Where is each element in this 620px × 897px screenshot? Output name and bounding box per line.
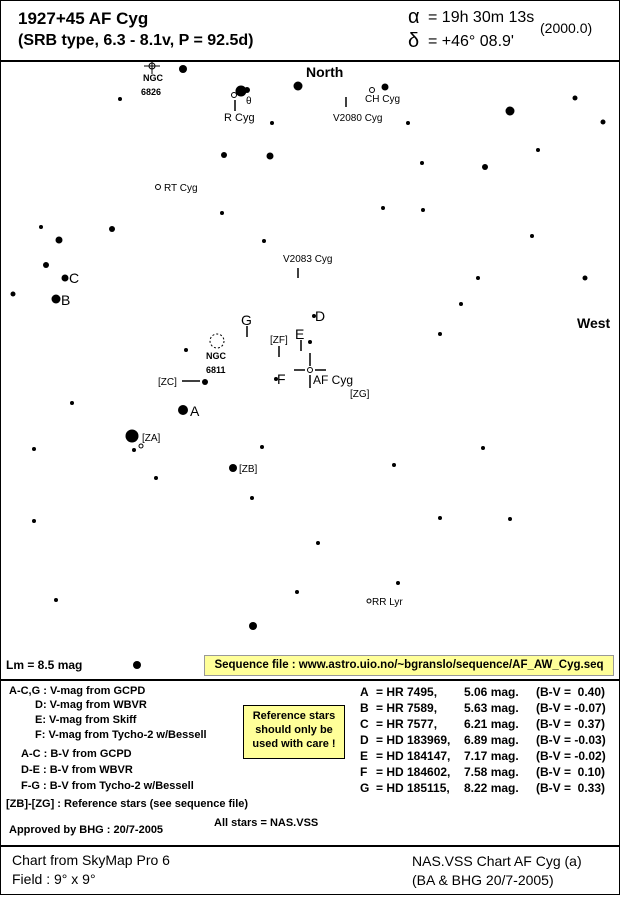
label-ch-cyg: CH Cyg xyxy=(365,94,401,105)
star xyxy=(109,226,115,232)
variable-star-r-cyg xyxy=(232,93,237,98)
star xyxy=(39,225,43,229)
star xyxy=(126,430,139,443)
star xyxy=(536,148,540,152)
ra-symbol: α xyxy=(408,6,420,28)
label-c: C xyxy=(69,270,80,286)
ref-line-5: A-C : B-V from GCPD xyxy=(21,748,132,760)
label-za: [ZA] xyxy=(142,433,161,444)
north-label: North xyxy=(306,64,344,80)
star xyxy=(308,340,312,344)
ra-value: = 19h 30m 13s xyxy=(428,9,535,26)
star xyxy=(476,276,480,280)
star xyxy=(601,120,606,125)
star xyxy=(54,598,58,602)
label-e: E xyxy=(295,326,305,342)
star xyxy=(32,447,36,451)
label-zf: [ZF] xyxy=(270,335,288,346)
chart-credit: (BA & BHG 20/7-2005) xyxy=(412,872,554,888)
star xyxy=(260,445,264,449)
star xyxy=(396,581,400,585)
star xyxy=(154,476,158,480)
dec-symbol: δ xyxy=(408,30,420,52)
star xyxy=(506,107,515,116)
star xyxy=(52,295,61,304)
star xyxy=(262,239,266,243)
star xyxy=(481,446,485,450)
star xyxy=(530,234,534,238)
label-rr-lyr: RR Lyr xyxy=(372,597,403,608)
star xyxy=(382,84,389,91)
star xyxy=(32,519,36,523)
star xyxy=(118,97,122,101)
star xyxy=(267,153,274,160)
label-v2083: V2083 Cyg xyxy=(283,254,333,265)
star xyxy=(178,405,188,415)
software-credit: Chart from SkyMap Pro 6 xyxy=(12,852,170,868)
label-af-cyg: AF Cyg xyxy=(313,373,354,387)
ref-line-2: D: V-mag from WBVR xyxy=(35,699,147,711)
star xyxy=(244,87,250,93)
variable-star-za-near xyxy=(139,444,143,448)
star xyxy=(316,541,320,545)
label-ngc6826-a: NGC xyxy=(143,73,163,83)
chart-subtitle: (SRB type, 6.3 - 8.1v, P = 92.5d) xyxy=(18,32,254,49)
ref-line-6: D-E : B-V from WBVR xyxy=(21,764,133,776)
label-ngc6811-b: 6811 xyxy=(206,365,226,375)
star xyxy=(438,516,442,520)
label-r-cyg: R Cyg xyxy=(224,112,255,124)
west-label: West xyxy=(577,315,611,331)
label-ngc6826-b: 6826 xyxy=(141,87,162,97)
variable-star-ch-cyg xyxy=(370,88,375,93)
all-stars-note: All stars = NAS.VSS xyxy=(214,817,319,829)
label-rt-cyg: RT Cyg xyxy=(164,183,198,194)
chart-labels xyxy=(61,64,611,608)
sequence-file-note: Sequence file : www.astro.uio.no/~bgranslo/sequence/AF_AW_Cyg.seq xyxy=(204,655,614,676)
star xyxy=(438,332,442,336)
ref-line-4: F: V-mag from Tycho-2 w/Bessell xyxy=(35,729,207,741)
star xyxy=(482,164,488,170)
epoch: (2000.0) xyxy=(540,20,593,36)
label-v2080: V2080 Cyg xyxy=(333,113,383,124)
ref-line-3: E: V-mag from Skiff xyxy=(35,714,137,726)
star xyxy=(70,401,74,405)
star xyxy=(459,302,463,306)
label-g: G xyxy=(241,312,252,328)
star xyxy=(381,206,385,210)
star xyxy=(294,82,303,91)
variable-star-rt-cyg xyxy=(156,185,161,190)
reference-warning-box xyxy=(243,705,345,759)
star xyxy=(184,348,188,352)
star xyxy=(179,65,187,73)
ref-line-1: A-C,G : V-mag from GCPD xyxy=(9,685,146,697)
label-theta: θ xyxy=(246,96,252,107)
warning-line-1: Reference stars xyxy=(252,710,336,722)
star xyxy=(11,292,16,297)
chart-footer xyxy=(0,845,620,897)
star xyxy=(220,211,224,215)
chart-name: NAS.VSS Chart AF Cyg (a) xyxy=(412,853,582,869)
star xyxy=(133,661,141,669)
variable-stars xyxy=(139,88,375,604)
star-field xyxy=(0,61,620,678)
limiting-magnitude: Lm = 8.5 mag xyxy=(6,658,83,672)
warning-line-3: used with care ! xyxy=(252,738,336,750)
ref-line-7: F-G : B-V from Tycho-2 w/Bessell xyxy=(21,780,194,792)
star xyxy=(132,448,136,452)
star xyxy=(573,96,578,101)
star xyxy=(406,121,410,125)
star xyxy=(202,379,208,385)
star xyxy=(221,152,227,158)
label-a: A xyxy=(190,403,200,419)
star xyxy=(249,622,257,630)
label-b: B xyxy=(61,292,71,308)
star xyxy=(421,208,425,212)
star xyxy=(250,496,254,500)
label-f: F xyxy=(277,371,286,387)
star xyxy=(508,517,512,521)
label-zb: [ZB] xyxy=(239,464,258,475)
star xyxy=(229,464,237,472)
warning-line-2: should only be xyxy=(255,724,333,736)
dec-value: = +46° 08.9' xyxy=(428,33,514,50)
star xyxy=(270,121,274,125)
label-ngc6811-a: NGC xyxy=(206,351,226,361)
star xyxy=(43,262,49,268)
ref-line-8: [ZB]-[ZG] : Reference stars (see sequence file) xyxy=(6,798,249,810)
chart-title: 1927+45 AF Cyg xyxy=(18,9,149,28)
star xyxy=(392,463,396,467)
ngc6811-cluster xyxy=(210,334,224,348)
label-d: D xyxy=(315,308,326,324)
star xyxy=(62,275,69,282)
stars xyxy=(11,65,606,669)
label-zg: [ZG] xyxy=(350,389,370,400)
field-size: Field : 9° x 9° xyxy=(12,871,96,887)
chart-header xyxy=(0,0,620,62)
variable-star-rr-lyr xyxy=(367,599,371,603)
label-zc: [ZC] xyxy=(158,377,177,388)
star xyxy=(583,276,588,281)
approved-by: Approved by BHG : 20/7-2005 xyxy=(9,824,164,836)
star xyxy=(295,590,299,594)
star xyxy=(420,161,424,165)
star xyxy=(56,237,63,244)
